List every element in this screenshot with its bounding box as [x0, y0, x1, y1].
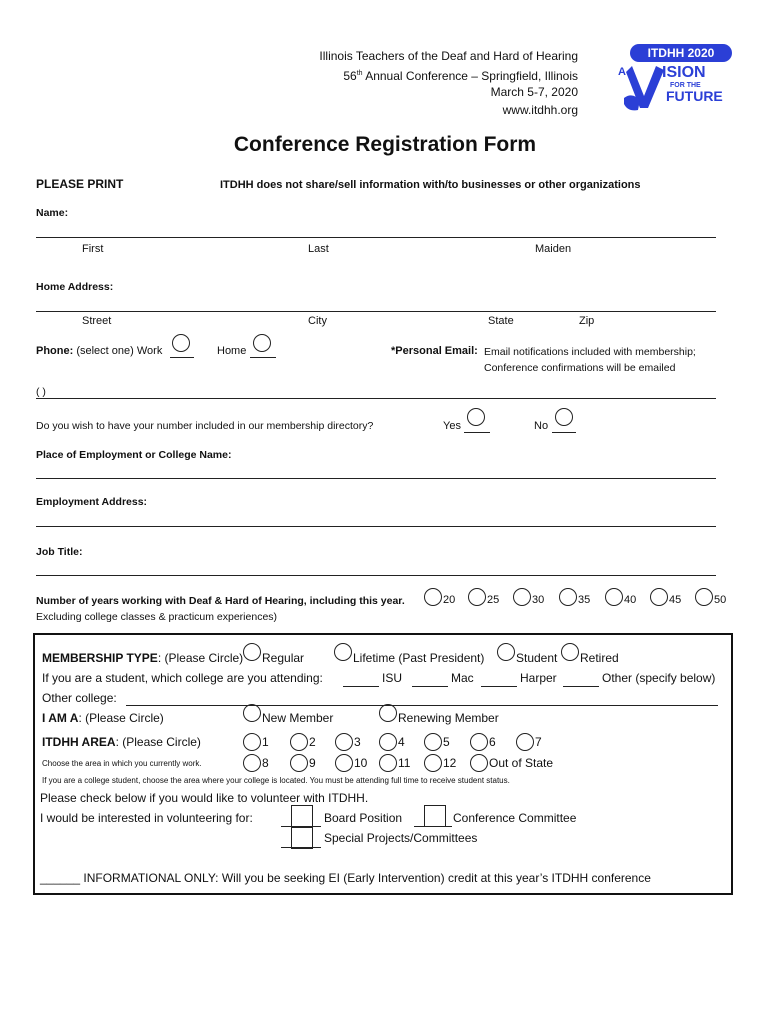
email-note-1: Email notifications included with membership;: [484, 346, 696, 358]
volunteer-check-text: Please check below if you would like to volunteer with ITDHH.: [40, 791, 369, 805]
area-12-radio[interactable]: [424, 754, 442, 772]
years-40-radio[interactable]: [605, 588, 623, 606]
please-print-label: PLEASE PRINT: [36, 177, 124, 191]
years-30-radio[interactable]: [513, 588, 531, 606]
years-subnote: Excluding college classes & practicum experiences): [36, 611, 278, 623]
logo-banner: ITDHH 2020: [630, 44, 732, 62]
college-mac-blank[interactable]: [412, 686, 448, 687]
i-am-a-hint: : (Please Circle): [78, 711, 164, 725]
special-projects-underline: [281, 847, 321, 848]
area-2-radio[interactable]: [290, 733, 308, 751]
area-4-radio[interactable]: [379, 733, 397, 751]
special-projects-label: Special Projects/Committees: [324, 831, 478, 845]
area-4-label: 4: [398, 735, 405, 749]
area-7-radio[interactable]: [516, 733, 534, 751]
area-9-radio[interactable]: [290, 754, 308, 772]
page-title: Conference Registration Form: [233, 133, 537, 156]
years-30-label: 30: [532, 594, 545, 606]
area-out-of-state-label: Out of State: [489, 756, 554, 770]
years-35-radio[interactable]: [559, 588, 577, 606]
ei-credit-question: [40, 871, 651, 885]
header-org: Illinois Teachers of the Deaf and Hard of Hearing: [319, 49, 578, 63]
name-last-caption: Last: [308, 243, 329, 255]
phone-home-radio[interactable]: [253, 334, 271, 352]
state-caption: State: [488, 315, 514, 327]
college-isu-blank[interactable]: [343, 686, 379, 687]
years-20-label: 20: [443, 594, 456, 606]
area-5-label: 5: [443, 735, 450, 749]
area-10-label: 10: [354, 756, 368, 770]
privacy-note: ITDHH does not share/sell information with/to businesses or other organizations: [220, 179, 641, 191]
other-college-label: Other college:: [42, 691, 117, 705]
volunteer-interested-text: I would be interested in volunteering for:: [40, 811, 253, 825]
area-3-label: 3: [354, 735, 361, 749]
logo-for-the: FOR THE: [670, 82, 701, 89]
board-position-label: Board Position: [324, 811, 403, 825]
job-title-label: Job Title:: [36, 546, 83, 558]
itdhh-area-label: ITDHH AREA: [42, 735, 116, 749]
employment-address-label: Employment Address:: [36, 496, 148, 508]
membership-type-group: [42, 651, 243, 665]
years-35-label: 35: [578, 594, 591, 606]
area-11-radio[interactable]: [379, 754, 397, 772]
itdhh-logo: [618, 44, 748, 120]
logo-future: FUTURE: [666, 88, 723, 104]
city-caption: City: [308, 315, 327, 327]
area-6-label: 6: [489, 735, 496, 749]
name-first-caption: First: [82, 243, 104, 255]
employment-place-input[interactable]: [36, 478, 716, 479]
phone-home-label: Home: [217, 345, 247, 357]
directory-no-label: No: [534, 420, 549, 432]
i-am-a-label: I AM A: [42, 711, 79, 725]
header-conference: [343, 65, 578, 85]
membership-regular-label: Regular: [262, 651, 305, 665]
home-address-label: Home Address:: [36, 281, 114, 293]
directory-yes-underline: [464, 432, 490, 433]
name-label: Name:: [36, 207, 69, 219]
home-address-input[interactable]: [36, 311, 716, 312]
years-40-label: 40: [624, 594, 637, 606]
itdhh-area-group: [42, 735, 201, 749]
itdhh-area-hint: : (Please Circle): [115, 735, 201, 749]
area-8-label: 8: [262, 756, 269, 770]
board-position-checkbox[interactable]: [291, 805, 313, 827]
college-other-blank[interactable]: [563, 686, 599, 687]
conference-committee-label: Conference Committee: [453, 811, 577, 825]
college-harper-label: Harper: [520, 671, 557, 685]
membership-student-label: Student: [516, 651, 558, 665]
logo-a: A: [618, 66, 626, 78]
years-50-label: 50: [714, 594, 727, 606]
logo-vision: ISION: [662, 64, 706, 81]
phone-home-underline: [250, 357, 276, 358]
personal-email-label: *Personal Email:: [391, 345, 478, 357]
job-title-input[interactable]: [36, 575, 716, 576]
college-isu-label: ISU: [382, 671, 403, 685]
directory-question: Do you wish to have your number included in our membership directory?: [36, 420, 374, 432]
membership-regular-radio[interactable]: [243, 643, 261, 661]
area-11-label: 11: [398, 756, 411, 770]
area-10-radio[interactable]: [335, 754, 353, 772]
area-2-label: 2: [309, 735, 316, 749]
area-3-radio[interactable]: [335, 733, 353, 751]
area-1-label: 1: [262, 735, 269, 749]
name-maiden-caption: Maiden: [535, 243, 572, 255]
new-member-label: New Member: [262, 711, 334, 725]
membership-student-radio[interactable]: [497, 643, 515, 661]
directory-yes-label: Yes: [443, 420, 461, 432]
header-website: www.itdhh.org: [502, 103, 578, 117]
area-out-of-state-radio[interactable]: [470, 754, 488, 772]
membership-type-hint: : (Please Circle): [157, 651, 244, 665]
ei-credit-text: INFORMATIONAL ONLY: Will you be seeking EI (Early Intervention) credit at this year’s ITDHH conference: [80, 871, 651, 885]
years-45-radio[interactable]: [650, 588, 668, 606]
phone-label: Phone:: [36, 345, 74, 357]
special-projects-checkbox[interactable]: [291, 827, 313, 849]
conference-committee-checkbox[interactable]: [424, 805, 446, 827]
college-student-note: If you are a college student, choose the area where your college is located. You must be attending full time to receive student status.: [42, 776, 510, 785]
membership-lifetime-radio[interactable]: [334, 643, 352, 661]
header-ordinal-suffix: th: [356, 70, 363, 77]
phone-label-group: [36, 345, 162, 357]
street-caption: Street: [82, 315, 112, 327]
name-input[interactable]: [36, 237, 716, 238]
header-dates: March 5-7, 2020: [490, 85, 578, 99]
phone-work-underline: [170, 357, 194, 358]
membership-type-label: MEMBERSHIP TYPE: [42, 651, 158, 665]
area-5-radio[interactable]: [424, 733, 442, 751]
years-label: Number of years working with Deaf & Hard of Hearing, including this year.: [36, 595, 405, 607]
years-45-label: 45: [669, 594, 682, 606]
membership-retired-label: Retired: [580, 651, 619, 665]
renewing-member-label: Renewing Member: [398, 711, 499, 725]
header-ordinal: 56: [343, 69, 357, 83]
phone-email-input[interactable]: [36, 398, 716, 399]
employment-place-label: Place of Employment or College Name:: [36, 449, 232, 461]
directory-no-radio[interactable]: [555, 408, 573, 426]
membership-lifetime-label: Lifetime (Past President): [353, 651, 485, 665]
renewing-member-radio[interactable]: [379, 704, 397, 722]
other-college-input[interactable]: [126, 705, 718, 706]
header-conference-text: Annual Conference – Springfield, Illinois: [362, 69, 578, 83]
email-note-2: Conference confirmations will be emailed: [484, 362, 676, 374]
area-8-radio[interactable]: [243, 754, 261, 772]
college-question: If you are a student, which college are you attending:: [42, 671, 323, 685]
area-1-radio[interactable]: [243, 733, 261, 751]
ei-credit-blank[interactable]: ______: [40, 871, 81, 885]
area-6-radio[interactable]: [470, 733, 488, 751]
directory-yes-radio[interactable]: [467, 408, 485, 426]
years-25-label: 25: [487, 594, 500, 606]
area-choose-note: Choose the area in which you currently work.: [42, 759, 202, 768]
years-25-radio[interactable]: [468, 588, 486, 606]
conference-committee-underline: [414, 826, 452, 827]
area-9-label: 9: [309, 756, 316, 770]
college-mac-label: Mac: [451, 671, 474, 685]
college-harper-blank[interactable]: [481, 686, 517, 687]
college-other-label: Other (specify below): [602, 671, 716, 685]
phone-select-hint: (select one) Work: [73, 345, 163, 357]
area-12-label: 12: [443, 756, 457, 770]
phone-area-code: ( ): [36, 386, 46, 398]
years-50-radio[interactable]: [695, 588, 713, 606]
years-20-radio[interactable]: [424, 588, 442, 606]
directory-no-underline: [552, 432, 576, 433]
employment-address-input[interactable]: [36, 526, 716, 527]
new-member-radio[interactable]: [243, 704, 261, 722]
i-am-a-group: [42, 711, 164, 725]
zip-caption: Zip: [579, 315, 595, 327]
area-7-label: 7: [535, 735, 542, 749]
phone-work-radio[interactable]: [172, 334, 190, 352]
membership-retired-radio[interactable]: [561, 643, 579, 661]
